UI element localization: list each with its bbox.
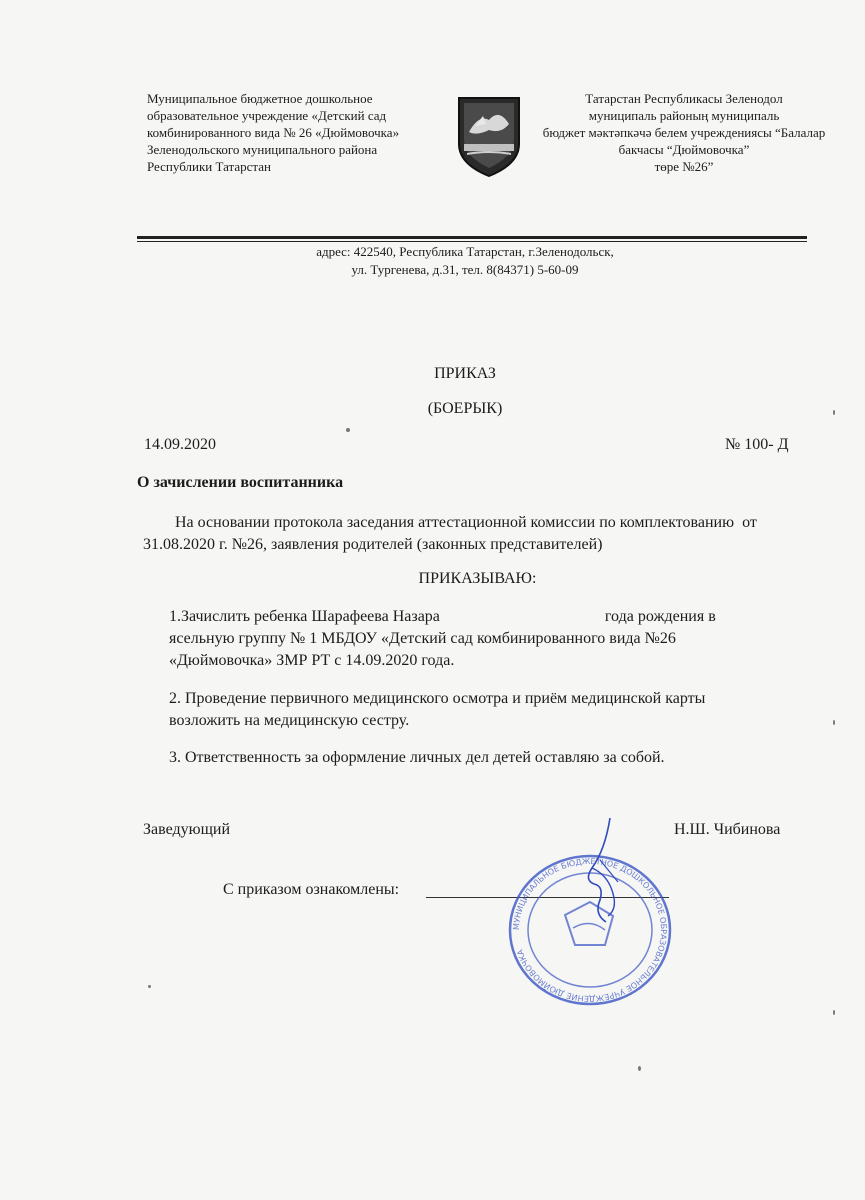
header-org-name-tt: Татарстан Республикасы Зеленодол муниципаль районың муниципаль бюджет мәктәпкәчә белем учреждениясы “Балалар бакчасы “Дюймовочка” төре №26” — [542, 91, 826, 174]
basis-paragraph: На основании протокола заседания аттестационной комиссии по комплектованию от 31.08.2020 г. №26, заявления родителей (законных представителей) — [143, 514, 757, 553]
header-org-name-ru: Муниципальное бюджетное дошкольное образовательное учреждение «Детский сад комбинированного вида № 26 «Дюймовочка» Зеленодольского муниципального района Республики Татарстан — [147, 91, 400, 174]
order-item-3: 3. Ответственность за оформление личных дел детей оставляю за собой. — [169, 749, 665, 766]
head-position-label: Заведующий — [143, 821, 231, 838]
address-block: адрес: 422540, Республика Татарстан, г.Зеленодольск, ул. Тургенева, д.31, тел. 8(84371) 5-60-09 — [316, 244, 614, 277]
document-title: ПРИКАЗ — [434, 365, 496, 382]
order-heading: ПРИКАЗЫВАЮ: — [418, 570, 537, 587]
signature-mark — [570, 810, 630, 930]
scan-speck — [346, 428, 350, 432]
scan-speck — [833, 720, 835, 725]
svg-text:МУНИЦИПАЛЬНОЕ БЮДЖЕТНОЕ ДОШКОЛ: МУНИЦИПАЛЬНОЕ БЮДЖЕТНОЕ ДОШКОЛЬНОЕ ОБРАЗОВАТЕЛЬНОЕ УЧРЕЖДЕНИЕ ДЮЙМОВОЧКА — [511, 856, 669, 1004]
order-item-2: 2. Проведение первичного медицинского осмотра и приём медицинской карты возложить на медицинскую сестру. — [169, 690, 706, 729]
document-date: 14.09.2020 — [144, 436, 216, 453]
document-number: № 100- Д — [725, 436, 789, 453]
header-divider-thick — [137, 236, 807, 239]
scan-speck — [638, 1066, 641, 1071]
acknowledgement-label: С приказом ознакомлены: — [223, 881, 400, 898]
order-item-1: 1.Зачислить ребенка Шарафеева Назара года рождения в ясельную группу № 1 МБДОУ «Детский сад комбинированного вида №26 «Дюймовочка» ЗМР РТ с 14.09.2020 года. — [169, 608, 716, 669]
document-title-tatar: (БОЕРЫК) — [427, 400, 503, 417]
coat-of-arms-icon — [455, 94, 523, 178]
head-name: Н.Ш. Чибинова — [674, 821, 781, 838]
scan-speck — [833, 1010, 835, 1015]
scan-speck — [148, 985, 151, 988]
document-subject: О зачислении воспитанника — [137, 474, 344, 491]
header-divider-thin — [137, 241, 807, 242]
scan-speck — [833, 410, 835, 415]
